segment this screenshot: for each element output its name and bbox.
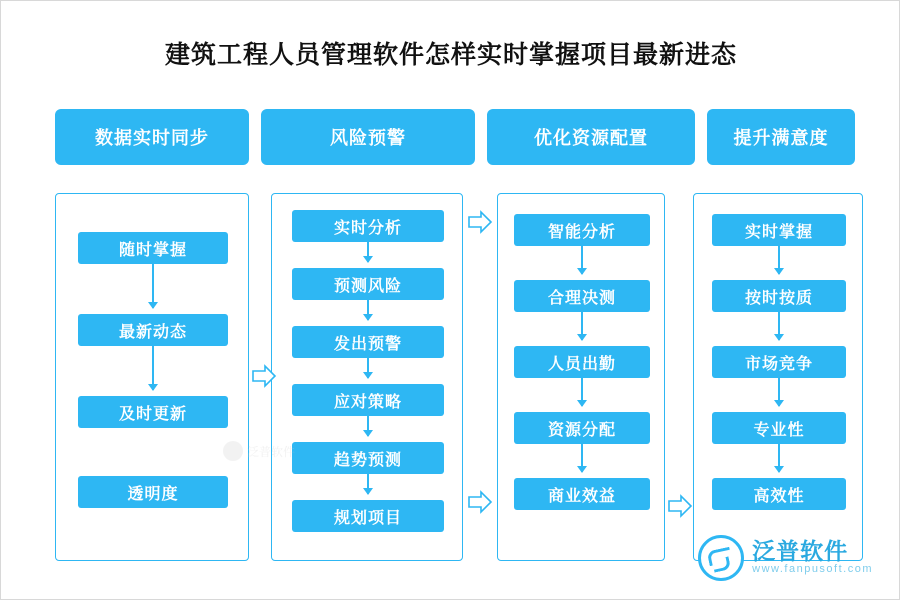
center-watermark: [223, 441, 295, 461]
connector-arrow-down: [581, 378, 583, 406]
header-pill-row: [55, 109, 855, 165]
connector-arrow-down: [581, 444, 583, 472]
page-title: 建筑工程人员管理软件怎样实时掌握项目最新进态: [164, 42, 737, 69]
brand-logo: [698, 535, 873, 581]
connector-arrow-down: [367, 300, 369, 320]
connector-arrow-down: [581, 246, 583, 274]
node-satisfaction-3: 市场竞争: [712, 346, 846, 378]
connector-arrow-down: [778, 444, 780, 472]
column-panel-satisfaction: [693, 193, 863, 561]
flow-arrow-right-1: [251, 363, 277, 389]
brand-name: 泛普软件: [752, 539, 849, 565]
node-data-sync-4: 透明度: [78, 476, 228, 508]
header-pill-satisfaction: 提升满意度: [707, 109, 855, 165]
header-pill-resource-optimization: 优化资源配置: [487, 109, 695, 165]
connector-arrow-down: [778, 378, 780, 406]
node-data-sync-2: 最新动态: [78, 314, 228, 346]
center-watermark-text: 泛普软件: [247, 444, 296, 459]
node-resource-3: 人员出勤: [514, 346, 650, 378]
header-pill-risk-warning: 风险预警: [261, 109, 475, 165]
column-panel-data-sync: [55, 193, 249, 561]
node-resource-4: 资源分配: [514, 412, 650, 444]
flow-arrow-right-4: [667, 493, 693, 519]
column-panel-risk-warning: [271, 193, 463, 561]
connector-arrow-down: [152, 264, 154, 308]
connector-arrow-down: [778, 246, 780, 274]
node-resource-5: 商业效益: [514, 478, 650, 510]
brand-url: www.fanpusoft.com: [752, 563, 873, 576]
node-data-sync-3: 及时更新: [78, 396, 228, 428]
header-pill-data-sync: 数据实时同步: [55, 109, 249, 165]
connector-arrow-down: [367, 416, 369, 436]
flow-arrow-right-2: [467, 209, 493, 235]
connector-arrow-down: [152, 346, 154, 390]
node-risk-3: 发出预警: [292, 326, 444, 358]
globe-icon: [698, 535, 744, 581]
node-resource-2: 合理决测: [514, 280, 650, 312]
connector-arrow-down: [367, 242, 369, 262]
node-resource-1: 智能分析: [514, 214, 650, 246]
node-risk-1: 实时分析: [292, 210, 444, 242]
connector-arrow-down: [581, 312, 583, 340]
globe-icon: [223, 441, 243, 461]
node-risk-5: 趋势预测: [292, 442, 444, 474]
column-panel-resource-optimization: [497, 193, 665, 561]
node-satisfaction-4: 专业性: [712, 412, 846, 444]
node-risk-4: 应对策略: [292, 384, 444, 416]
flow-arrow-right-3: [467, 489, 493, 515]
node-satisfaction-2: 按时按质: [712, 280, 846, 312]
connector-arrow-down: [367, 358, 369, 378]
node-satisfaction-1: 实时掌握: [712, 214, 846, 246]
node-data-sync-1: 随时掌握: [78, 232, 228, 264]
connector-arrow-down: [367, 474, 369, 494]
node-satisfaction-5: 高效性: [712, 478, 846, 510]
connector-arrow-down: [778, 312, 780, 340]
node-risk-6: 规划项目: [292, 500, 444, 532]
node-risk-2: 预测风险: [292, 268, 444, 300]
